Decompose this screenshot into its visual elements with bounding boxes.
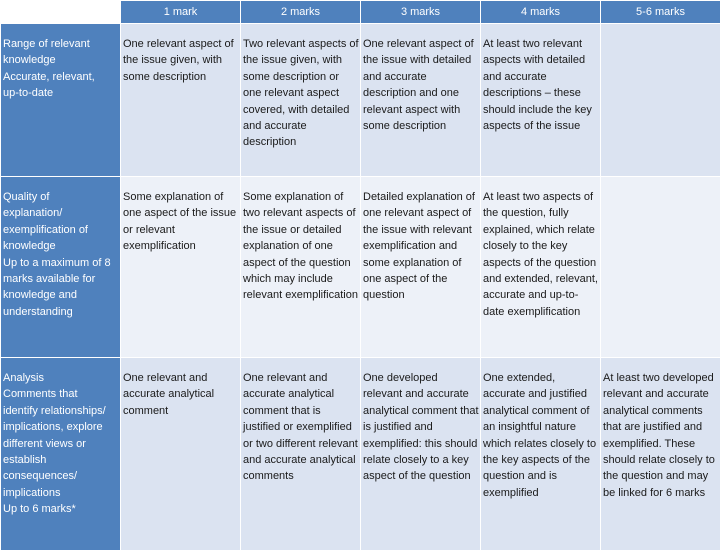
criterion-line: Up to a maximum of 8 xyxy=(3,255,119,271)
descriptor-cell: Two relevant aspects of the issue given, with some description or one relevant aspect covered, with detailed and accurate description xyxy=(241,24,361,177)
criterion-line: Quality of xyxy=(3,189,119,205)
table-row-quality-of-explanation xyxy=(1,177,720,358)
header-5-6-marks: 5-6 marks xyxy=(601,1,720,24)
descriptor-cell: Some explanation of two relevant aspects of the issue or detailed explanation of one aspect of the question which may include relevant exemplification xyxy=(241,177,361,358)
descriptor-cell: At least two relevant aspects with detailed and accurate descriptions – these should include the key aspects of the issue xyxy=(481,24,601,177)
header-corner xyxy=(1,1,121,24)
descriptor-cell: Some explanation of one aspect of the issue or relevant exemplification xyxy=(121,177,241,358)
descriptor-cell xyxy=(601,24,720,177)
descriptor-cell: At least two aspects of the question, fully explained, which relate closely to the key aspects of the question and extended, relevant, accurate and up-to-date exemplification xyxy=(481,177,601,358)
header-1-mark: 1 mark xyxy=(121,1,241,24)
criterion-line: Analysis xyxy=(3,370,119,386)
criterion-line: implications, explore xyxy=(3,419,119,435)
header-2-marks: 2 marks xyxy=(241,1,361,24)
table-row-analysis xyxy=(1,358,720,551)
criterion-line: different views or xyxy=(3,436,119,452)
header-4-marks: 4 marks xyxy=(481,1,601,24)
criterion-line: consequences/ xyxy=(3,468,119,484)
descriptor-cell: One relevant aspect of the issue with detailed and accurate description and one relevant aspect with some description xyxy=(361,24,481,177)
criterion-line: Up to 6 marks* xyxy=(3,501,119,517)
descriptor-cell: One extended, accurate and justified analytical comment of an insightful nature which relates closely to the key aspects of the question and is exemplified xyxy=(481,358,601,551)
criterion-line: knowledge and xyxy=(3,287,119,303)
descriptor-cell: At least two developed relevant and accurate analytical comments that are justified and exemplified. These should relate closely to the question and may be linked for 6 marks xyxy=(601,358,720,551)
header-3-marks: 3 marks xyxy=(361,1,481,24)
criterion-line: Accurate, relevant, xyxy=(3,69,119,85)
criterion-line: implications xyxy=(3,485,119,501)
criterion-line: knowledge xyxy=(3,52,119,68)
descriptor-cell: One relevant aspect of the issue given, with some description xyxy=(121,24,241,177)
criterion-line: understanding xyxy=(3,304,119,320)
descriptor-cell: Detailed explanation of one relevant aspect of the issue with relevant exemplification and some explanation of one aspect of the question xyxy=(361,177,481,358)
descriptor-cell: One relevant and accurate analytical comment xyxy=(121,358,241,551)
descriptor-cell: One developed relevant and accurate analytical comment that is justified and exemplified: this should relate closely to a key aspect of the question xyxy=(361,358,481,551)
criterion-line: up-to-date xyxy=(3,85,119,101)
table-row-range-of-knowledge xyxy=(1,24,720,177)
criterion-line: Range of relevant xyxy=(3,36,119,52)
descriptor-cell xyxy=(601,177,720,358)
criterion-cell xyxy=(1,24,121,177)
criterion-line: marks available for xyxy=(3,271,119,287)
criterion-cell xyxy=(1,358,121,551)
criterion-line: establish xyxy=(3,452,119,468)
header-row xyxy=(1,1,720,24)
criterion-cell xyxy=(1,177,121,358)
criterion-line: Comments that xyxy=(3,386,119,402)
criterion-line: explanation/ xyxy=(3,205,119,221)
criterion-line: knowledge xyxy=(3,238,119,254)
criterion-line: identify relationships/ xyxy=(3,403,119,419)
criterion-line: exemplification of xyxy=(3,222,119,238)
descriptor-cell: One relevant and accurate analytical comment that is justified or exemplified or two different relevant and accurate analytical comments xyxy=(241,358,361,551)
